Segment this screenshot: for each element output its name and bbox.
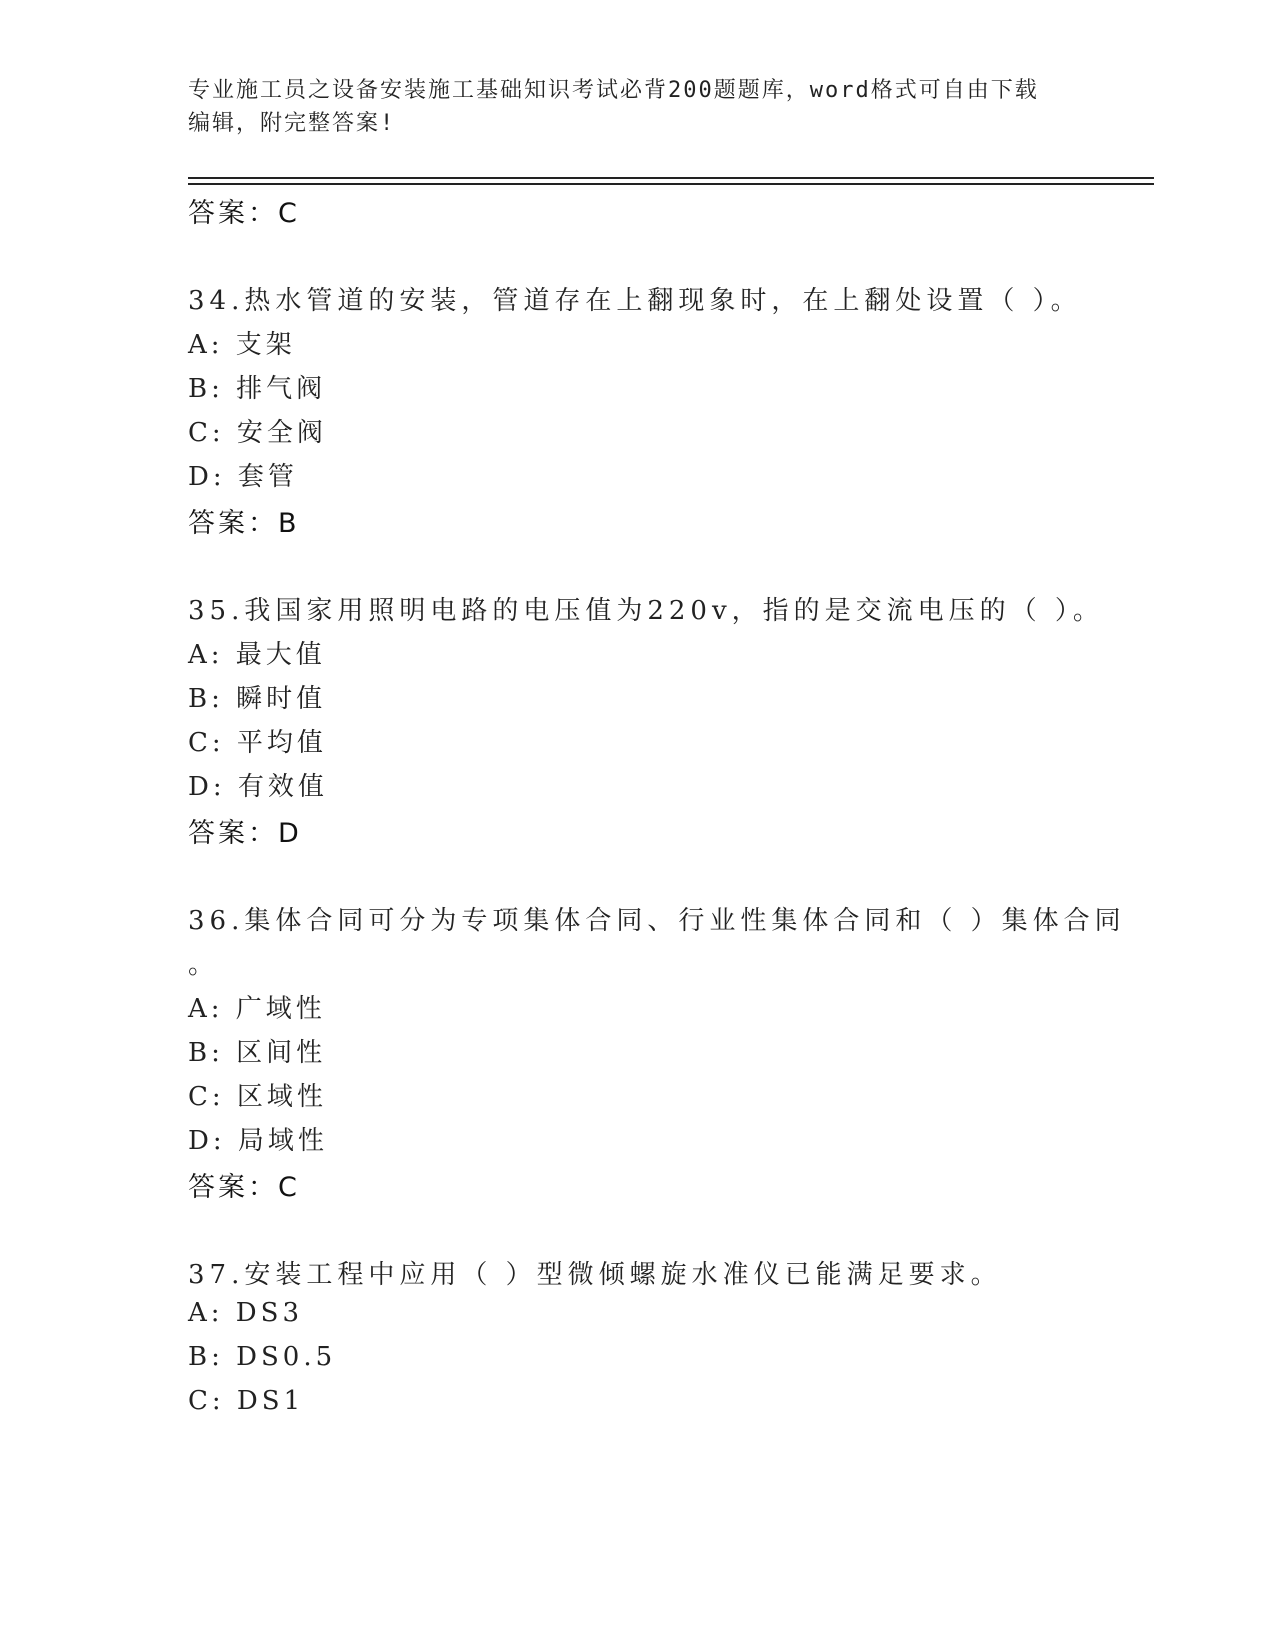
header-rule-bottom	[188, 183, 1154, 185]
question-35-option-d: D: 有效值	[188, 772, 328, 802]
question-35-option-b: B: 瞬时值	[188, 684, 327, 714]
question-36-option-c: C: 区域性	[188, 1082, 327, 1112]
document-header	[188, 74, 1088, 140]
question-37-option-a: A: DS3	[188, 1298, 303, 1328]
question-37-stem: 37.安装工程中应用（ ）型微倾螺旋水准仪已能满足要求。	[188, 1260, 1002, 1290]
previous-answer: 答案：C	[188, 198, 300, 229]
question-36-option-d: D: 局域性	[188, 1126, 328, 1156]
question-34-option-d: D: 套管	[188, 462, 298, 492]
question-36-stem-continuation: 。	[188, 950, 220, 980]
question-37-option-b: B: DS0.5	[188, 1342, 337, 1372]
question-35-answer: 答案：D	[188, 818, 302, 849]
question-37-option-c: C: DS1	[188, 1386, 305, 1416]
question-36-option-a: A: 广域性	[188, 994, 326, 1024]
header-rule-top	[188, 177, 1154, 179]
question-35-option-a: A: 最大值	[188, 640, 326, 670]
header-line-2: 编辑，附完整答案!	[188, 111, 396, 136]
header-line-1: 专业施工员之设备安装施工基础知识考试必背200题题库，word格式可自由下载	[188, 78, 1039, 103]
question-34-answer: 答案：B	[188, 508, 300, 539]
question-34-option-c: C: 安全阀	[188, 418, 327, 448]
question-34-stem: 34.热水管道的安装，管道存在上翻现象时，在上翻处设置（ ）。	[188, 286, 1082, 316]
question-36-stem: 36.集体合同可分为专项集体合同、行业性集体合同和（ ）集体合同	[188, 906, 1126, 936]
question-35-stem: 35.我国家用照明电路的电压值为220v，指的是交流电压的（ ）。	[188, 596, 1104, 626]
question-36-answer: 答案：C	[188, 1172, 300, 1203]
question-36-option-b: B: 区间性	[188, 1038, 327, 1068]
question-34-option-b: B: 排气阀	[188, 374, 327, 404]
question-35-option-c: C: 平均值	[188, 728, 327, 758]
question-34-option-a: A: 支架	[188, 330, 296, 360]
